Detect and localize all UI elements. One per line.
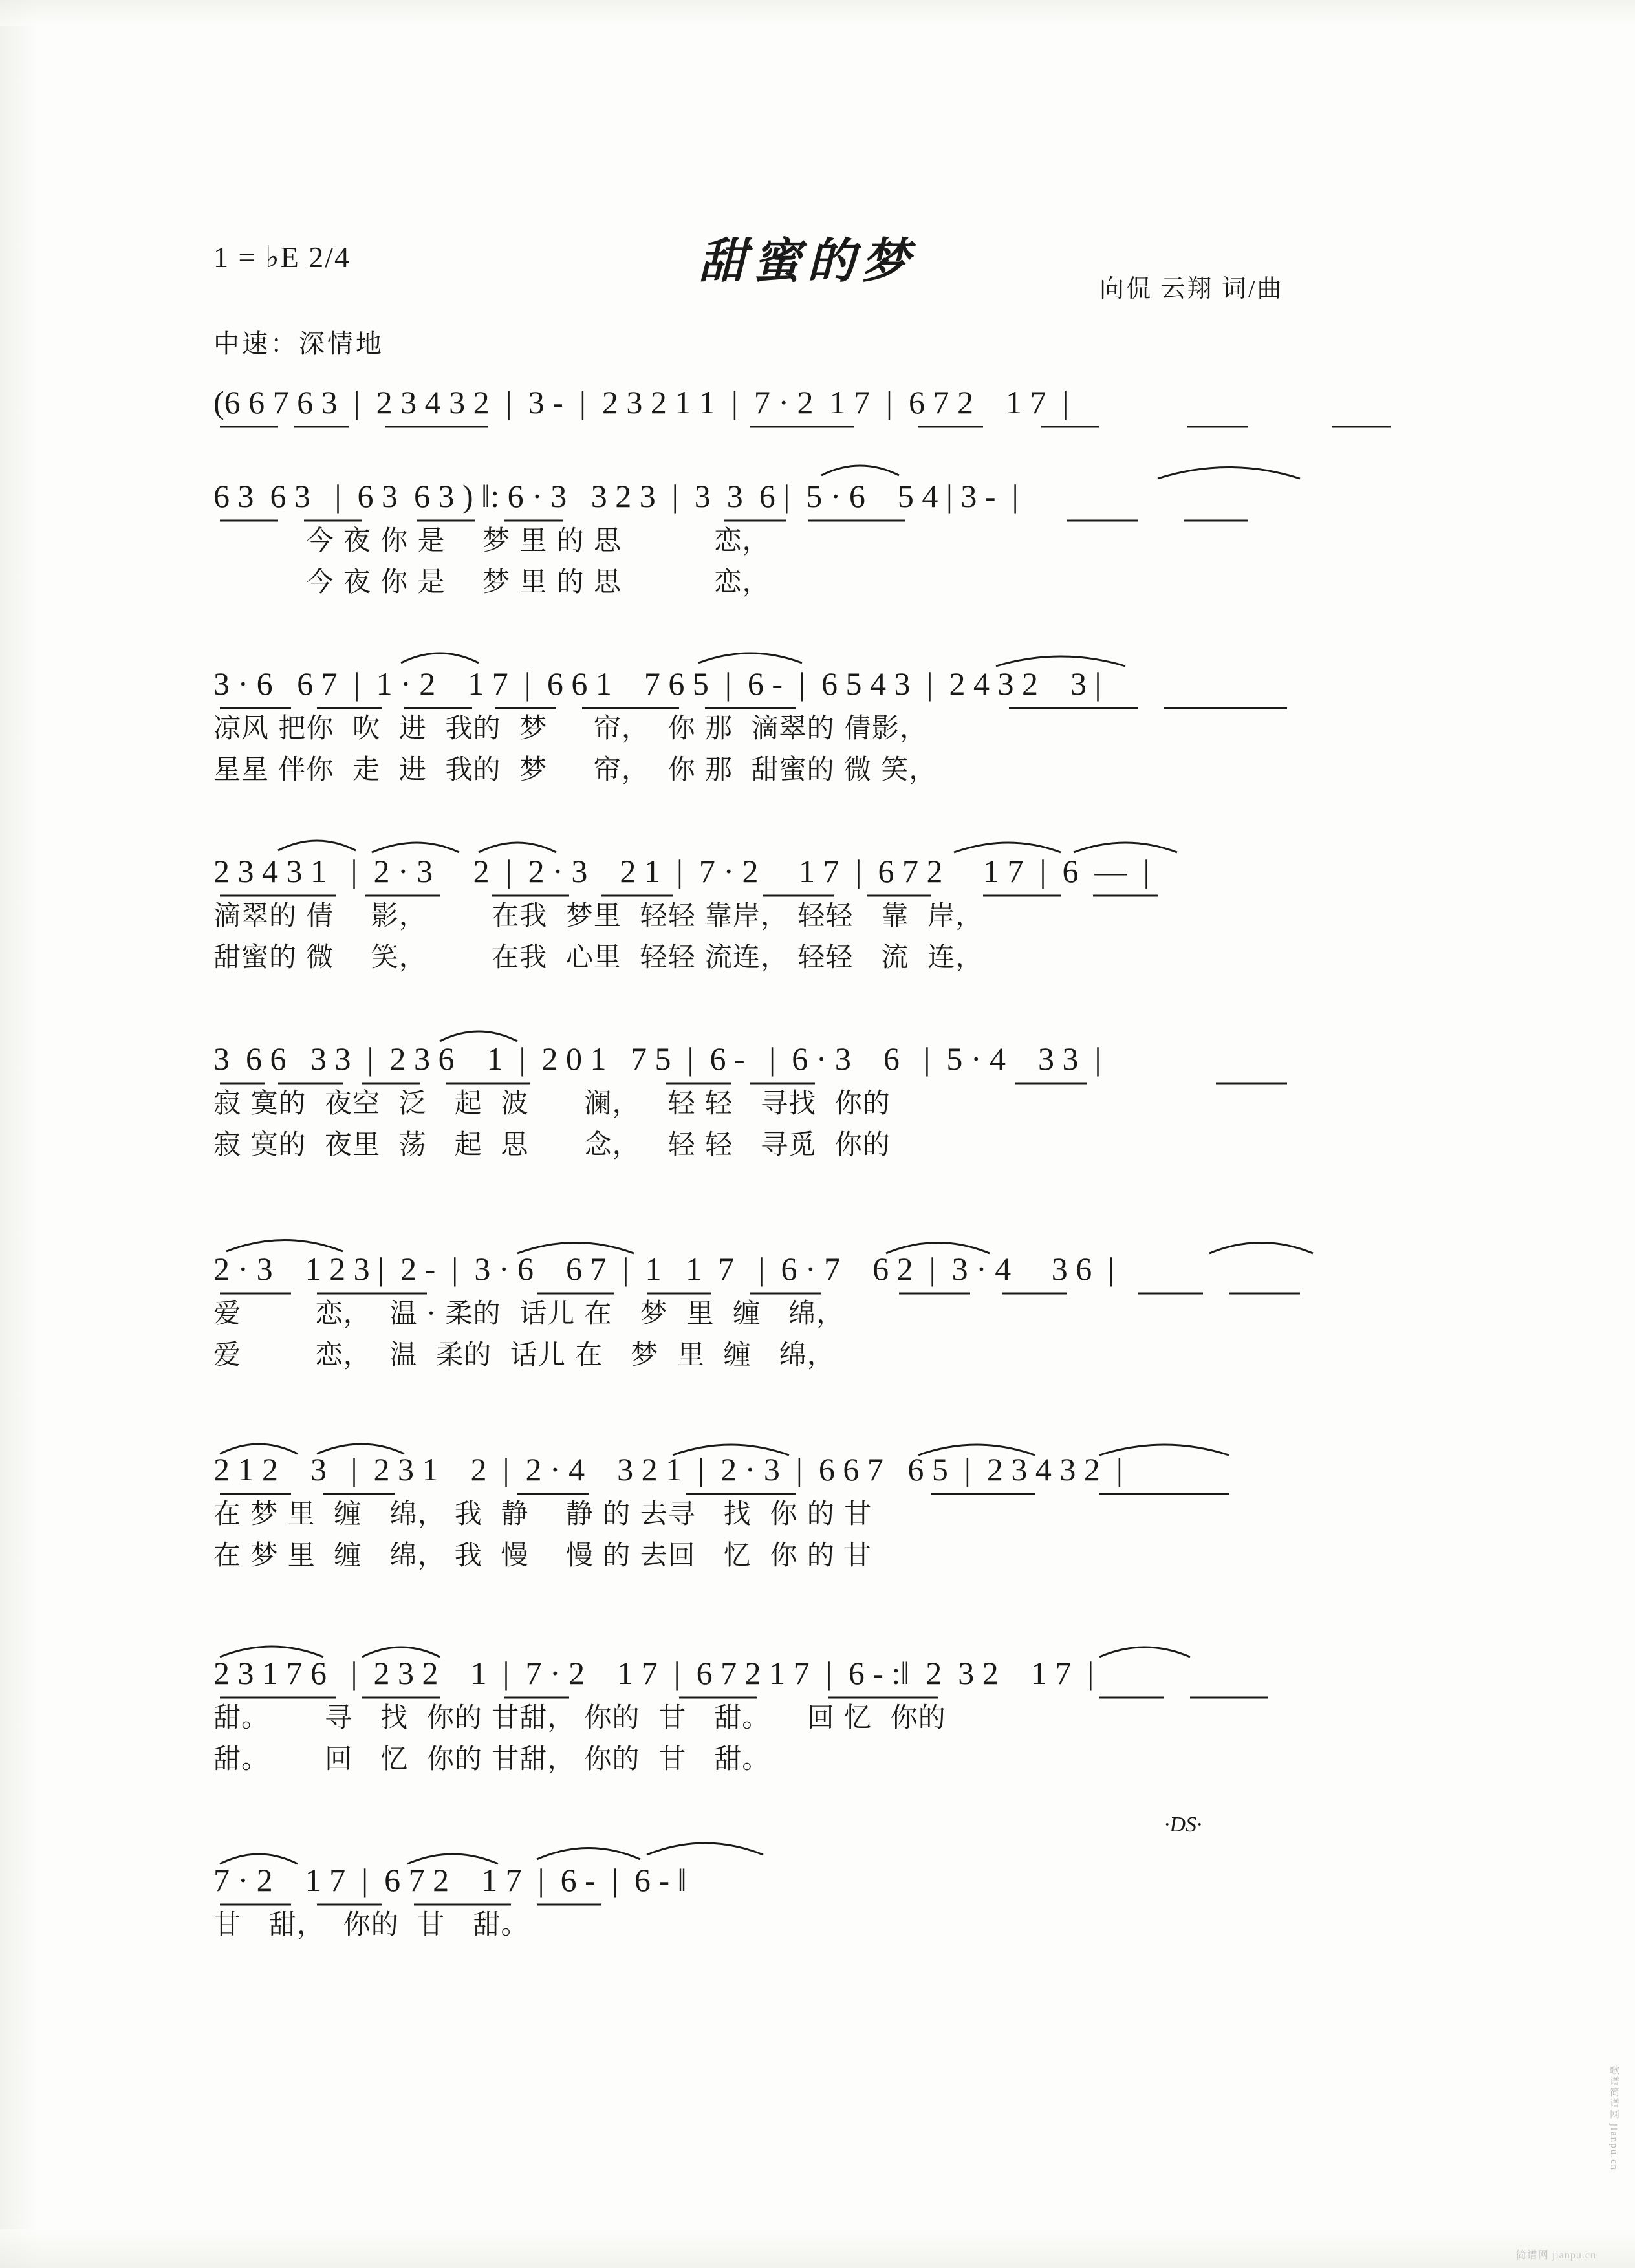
notation-line: 3 · 6 6 7 | 1 · 2 1 7 | 6 6 1 7 6 5 | 6 - | 6 5 4 3 | 2 4 3 2 3 | xyxy=(213,665,1101,702)
watermark-vertical: 歌谱简谱网 jianpu.cn xyxy=(1608,2064,1619,2171)
key-signature xyxy=(213,239,351,274)
lyric-verse-2: 在 梦 里 缠 绵， 我 慢 慢 的 去回 忆 你 的 甘 xyxy=(213,1539,872,1571)
lyric-verse-1: 寂 寞的 夜空 泛 起 波 澜， 轻 轻 寻找 你的 xyxy=(213,1087,891,1119)
notation-line: 2 · 3 1 2 3 | 2 - | 3 · 6 6 7 | 1 1 7 | 6 · 7 6 2 | 3 · 4 3 6 | xyxy=(213,1251,1115,1287)
music-system-9 xyxy=(213,1863,1462,1949)
page-edge-shadow-bottom xyxy=(0,2229,1635,2268)
credits: 向侃 云翔 词/曲 xyxy=(1099,275,1284,303)
key-signature-text: 1 = ♭E 2/4 xyxy=(213,241,351,274)
lyric-verse-2: 星星 伴你 走 进 我的 梦 帘， 你 那 甜蜜的 微 笑， xyxy=(213,753,937,785)
music-system-4 xyxy=(213,854,1462,982)
notation-line: (6 6 7 6 3 | 2 3 4 3 2 | 3 - | 2 3 2 1 1 | 7 · 2 1 7 | 6 7 2 1 7 | xyxy=(213,384,1069,420)
lyric-verse-2: 爱 恋， 温 柔的 话儿 在 梦 里 缠 绵， xyxy=(213,1339,835,1370)
ds-repeat-mark: ·DS· xyxy=(1164,1813,1202,1837)
notation-line: 2 3 1 7 6 | 2 3 2 1 | 7 · 2 1 7 | 6 7 2 1 7 | 6 - :‖ 2 3 2 1 7 | xyxy=(213,1655,1094,1691)
music-system-7 xyxy=(213,1452,1462,1580)
notation-line: 6 3 6 3 | 6 3 6 3 ) ‖: 6 · 3 3 2 3 | 3 3 6 | 5 · 6 5 4 | 3 - | xyxy=(213,478,1019,514)
tempo-marking: 中速：深情地 xyxy=(213,329,384,358)
page-edge-shadow-left xyxy=(0,0,39,2268)
music-system-5 xyxy=(213,1041,1462,1169)
page-edge-shadow-top xyxy=(0,0,1635,26)
lyric-verse-1: 今 夜 你 是 梦 里 的 思 恋， xyxy=(213,524,770,556)
lyric-verse-1: 在 梦 里 缠 绵， 我 静 静 的 去寻 找 你 的 甘 xyxy=(213,1498,872,1529)
notation-line: 2 1 2 3 | 2 3 1 2 | 2 · 4 3 2 1 | 2 · 3 | 6 6 7 6 5 | 2 3 4 3 2 | xyxy=(213,1451,1123,1487)
music-system-3 xyxy=(213,666,1462,794)
lyric-verse-1: 滴翠的 倩 影， 在我 梦里 轻轻 靠岸， 轻轻 靠 岸， xyxy=(213,900,984,931)
lyric-verse-1: 甘 甜， 你的 甘 甜。 xyxy=(213,1908,529,1940)
lyric-verse-2: 寂 寞的 夜里 荡 起 思 念， 轻 轻 寻觅 你的 xyxy=(213,1129,891,1160)
notation-line: 2 3 4 3 1 | 2 · 3 2 | 2 · 3 2 1 | 7 · 2 1 7 | 6 7 2 1 7 | 6 — | xyxy=(213,853,1150,889)
lyric-verse-1: 爱 恋， 温 · 柔的 话儿 在 梦 里 缠 绵， xyxy=(213,1297,845,1329)
music-system-6 xyxy=(213,1251,1462,1379)
watermark-corner: 简谱网 jianpu.cn xyxy=(1515,2250,1596,2261)
lyric-verse-2: 甜蜜的 微 笑， 在我 心里 轻轻 流连， 轻轻 流 连， xyxy=(213,941,984,973)
music-system-2 xyxy=(213,479,1462,607)
music-system-1 xyxy=(213,385,1462,431)
lyric-verse-2: 甜。 回 忆 你的 甘甜， 你的 甘 甜。 xyxy=(213,1743,770,1775)
music-system-8 xyxy=(213,1656,1462,1784)
lyric-verse-1: 凉风 把你 吹 进 我的 梦 帘， 你 那 滴翠的 倩影， xyxy=(213,712,928,744)
lyric-verse-1: 甜。 寻 找 你的 甘甜， 你的 甘 甜。 回 忆 你的 xyxy=(213,1701,946,1733)
notation-line: 3 6 6 3 3 | 2 3 6 1 | 2 0 1 7 5 | 6 - | 6 · 3 6 | 5 · 4 3 3 | xyxy=(213,1041,1101,1077)
notation-line: 7 · 2 1 7 | 6 7 2 1 7 | 6 - | 6 - ‖ xyxy=(213,1862,687,1898)
lyric-verse-2: 今 夜 你 是 梦 里 的 思 恋， xyxy=(213,566,770,598)
page-title: 甜蜜的梦 xyxy=(698,233,916,289)
